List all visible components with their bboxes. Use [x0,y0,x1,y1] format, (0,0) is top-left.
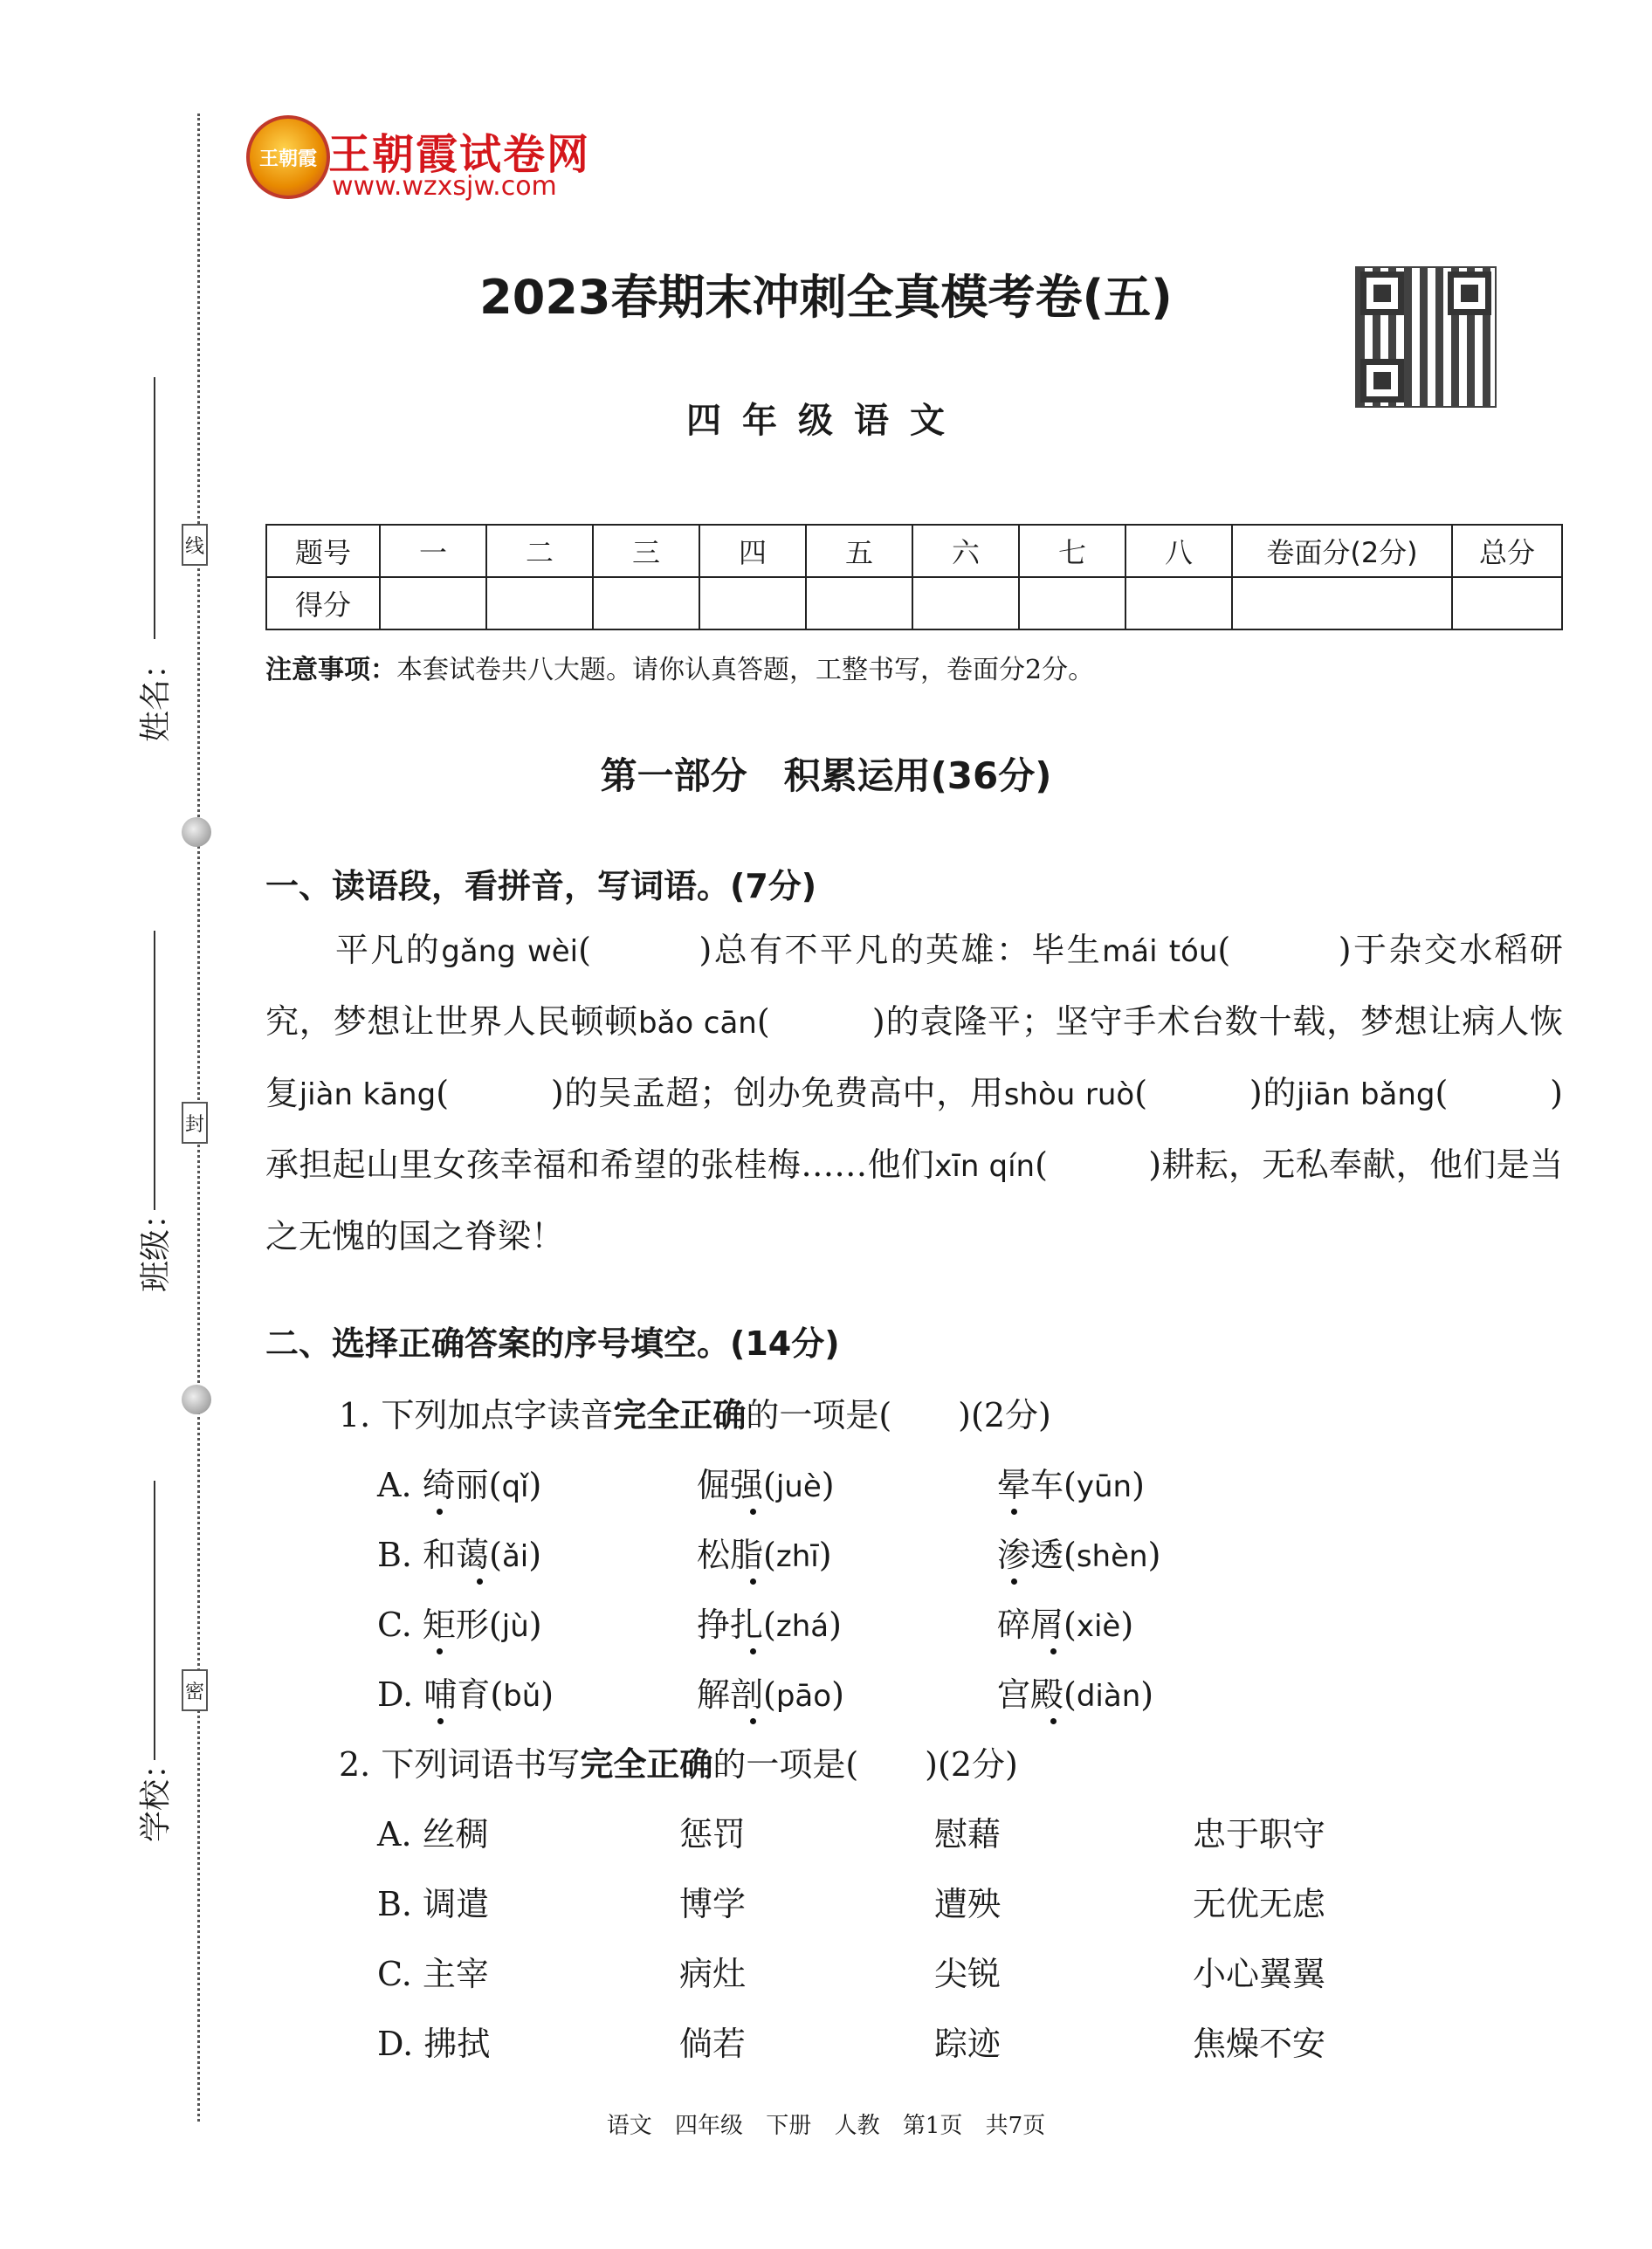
score-header-cell: 六 [912,525,1019,577]
option-text: 倔 [697,1466,731,1504]
pinyin: jiàn kāng [299,1077,437,1112]
option-item [697,1458,835,1506]
passage-text: ( )承担起山里女孩幸福和希望的张桂梅……他们 [265,1074,1564,1184]
passage-text: 平凡的 [335,931,442,969]
pinyin: xīn qín [934,1149,1036,1184]
pinyin: shòu ruò [1003,1077,1135,1112]
passage-text: ( )于杂交水稻研究，梦想让世界人民顿顿 [265,931,1564,1041]
option-text: ) [821,1466,835,1504]
option-row-d [377,1668,554,1716]
option-text: ) [1132,1466,1145,1504]
option-text: 和 [423,1536,457,1574]
passage-text: ( )的袁隆平；坚守手术台数十载，梦想让病人恢复 [265,1002,1563,1112]
question-1-heading: 一、读语段，看拼音，写词语。(7分) [265,867,817,905]
name-label: 姓名： [138,647,174,742]
option-word: 忠于职守 [1193,1815,1326,1854]
option-item [997,1528,1160,1576]
option-label: C. [377,1955,412,1993]
option-text: ) [831,1675,844,1714]
option-text: 丽( [455,1466,502,1504]
qr-finder [1360,359,1404,402]
passage-text: ( )的吴孟超；创办免费高中，用 [436,1074,1004,1112]
option-item [997,1598,1133,1646]
score-cell[interactable] [593,577,699,629]
option-label: B. [377,1885,413,1923]
pinyin: jiān bǎng [1297,1077,1435,1112]
option-label: A. [377,1815,412,1854]
option-row-a [377,1458,541,1506]
score-header-cell: 三 [593,525,699,577]
option-item [697,1528,832,1576]
sub-question-1 [339,1388,1051,1436]
option-word: 慰藉 [934,1815,1002,1854]
dotted-char: 屑( [1030,1598,1077,1646]
school-label: 学校： [138,1747,174,1842]
option-item [997,1668,1153,1716]
option-text: ) [1140,1675,1154,1714]
sub-question-text: 1. 下列加点字读音 [339,1396,614,1434]
option-item [697,1598,842,1646]
option-row-a [377,1807,489,1855]
question-1-passage [265,915,1563,1271]
logo-icon: 王朝霞 [246,115,330,199]
option-word: 惩罚 [679,1815,747,1854]
option-text: 形( [455,1606,502,1644]
score-cell[interactable] [806,577,912,629]
score-cell[interactable] [912,577,1019,629]
score-cell[interactable] [699,577,806,629]
option-item [997,1458,1145,1506]
passage-text: ( )的 [1134,1074,1298,1112]
site-name: 王朝霞试卷网 [328,130,591,179]
score-table-header-row [266,525,1562,577]
option-row-b [377,1877,489,1925]
pinyin: qǐ [501,1469,529,1504]
pinyin: xiè [1076,1609,1121,1644]
score-table-score-row [266,577,1562,629]
notice-text: 本套试卷共八大题。请你认真答题，工整书写，卷面分2分。 [396,655,1095,685]
school-blank[interactable] [154,1481,155,1760]
option-word: 焦燥不安 [1193,2025,1326,2063]
option-word: 博学 [679,1885,747,1923]
qr-finder [1360,272,1404,315]
score-cell[interactable] [486,577,593,629]
option-row-b [377,1528,541,1576]
question-2-heading: 二、选择正确答案的序号填空。(14分) [265,1324,840,1363]
score-header-cell: 二 [486,525,593,577]
option-text: ) [1120,1606,1134,1644]
dotted-char: 蔼( [456,1528,502,1576]
score-cell[interactable] [1125,577,1232,629]
class-blank[interactable] [154,931,155,1210]
score-header-cell: 题号 [266,525,380,577]
part-one-title: 第一部分 积累运用(36分) [600,754,1052,797]
option-text: 宫 [997,1675,1031,1714]
option-word: 病灶 [679,1955,747,1993]
staple-icon [182,1385,211,1414]
notice [265,648,1094,686]
dotted-char: 脂( [730,1528,776,1576]
score-header-cell: 四 [699,525,806,577]
score-header-cell: 八 [1125,525,1232,577]
page-footer: 语文 四年级 下册 人教 第1页 共7页 [606,2113,1046,2139]
exam-title: 2023春期末冲刺全真模考卷(五) [479,270,1173,325]
option-item [697,1668,844,1716]
dotted-char: 渗 [997,1528,1030,1576]
option-text: ) [528,1606,542,1644]
option-label: D. [377,2025,414,2063]
dotted-char: 剖( [730,1668,776,1716]
pinyin: bǔ [503,1679,541,1714]
pinyin: zhī [775,1539,819,1574]
sub-question-text: 的一项是( )(2分) [746,1396,1051,1434]
sub-question-text: 2. 下列词语书写 [339,1745,581,1784]
class-label: 班级： [138,1197,174,1292]
pinyin: mái tóu [1102,934,1218,969]
option-text: 车( [1030,1466,1077,1504]
option-word: 倘若 [679,2025,747,2063]
staple-icon [182,817,211,847]
option-word: 小心翼翼 [1193,1955,1326,1993]
option-row-c [377,1598,542,1646]
option-label: A. [377,1466,412,1504]
seal-mark-mid: 封 [182,1102,208,1144]
seal-mark-top: 线 [182,524,208,566]
qr-code-icon [1355,266,1497,408]
option-label: D. [377,1675,414,1714]
score-header-cell: 五 [806,525,912,577]
emphasis-text: 完全正确 [580,1745,713,1784]
option-text: ) [528,1466,542,1504]
option-text: ) [1147,1536,1161,1574]
pinyin: pāo [775,1679,832,1714]
option-word: 尖锐 [934,1955,1002,1993]
option-text: ) [829,1606,842,1644]
pinyin: shèn [1076,1539,1148,1574]
dotted-char: 绮 [423,1458,456,1506]
pinyin: jù [501,1609,529,1644]
score-header-cell: 卷面分(2分) [1232,525,1452,577]
dotted-char: 哺 [423,1668,457,1716]
option-text: ) [818,1536,832,1574]
option-text: 松 [697,1536,731,1574]
pinyin: zhá [775,1609,829,1644]
option-text: 解 [697,1675,731,1714]
option-label: C. [377,1606,412,1644]
score-cell[interactable] [1019,577,1125,629]
pinyin: bǎo cān [637,1006,757,1041]
option-word: 遭殃 [934,1885,1002,1923]
dotted-char: 晕 [997,1458,1030,1506]
option-row-c [377,1947,489,1995]
option-text: 透( [1030,1536,1077,1574]
emphasis-text: 完全正确 [613,1396,747,1434]
option-word: 无优无虑 [1193,1885,1326,1923]
passage-text: ( )总有不平凡的英雄：毕生 [578,931,1103,969]
score-header-cell: 总分 [1452,525,1562,577]
seal-mark-bottom: 密 [182,1669,208,1711]
pinyin: diàn [1076,1679,1141,1714]
qr-finder [1448,272,1491,315]
option-text: 碎 [997,1606,1031,1644]
pinyin: yūn [1076,1469,1132,1504]
option-word: 踪迹 [934,2025,1002,2063]
option-text: 挣 [697,1606,731,1644]
option-text: ) [540,1675,554,1714]
site-url: www.wzxsjw.com [332,171,557,202]
notice-label: 注意事项： [265,655,396,685]
pinyin: ǎi [501,1539,529,1574]
sub-question-2 [339,1737,1018,1785]
option-word: 主宰 [422,1955,489,1993]
option-word: 丝稠 [422,1815,489,1854]
score-header-cell: 七 [1019,525,1125,577]
sub-question-text: 的一项是( )(2分) [712,1745,1018,1784]
option-row-d [377,2017,490,2065]
option-label: B. [377,1536,413,1574]
pinyin: gǎng wèi [441,934,579,969]
dotted-char: 强( [730,1458,776,1506]
score-cell[interactable] [380,577,486,629]
exam-subtitle: 四年级语文 [686,401,966,441]
dotted-char: 殿( [1030,1668,1077,1716]
pinyin: juè [775,1469,822,1504]
score-cell[interactable] [1452,577,1562,629]
passage-text: ( )耕耘，无私奉献，他们是当之无愧的国之脊梁！ [265,1145,1563,1255]
option-text: ) [528,1536,542,1574]
dotted-char: 矩 [423,1598,456,1646]
option-word: 调遣 [423,1885,490,1923]
option-text: 育( [457,1675,504,1714]
score-row-label: 得分 [266,577,380,629]
score-header-cell: 一 [380,525,486,577]
score-cell[interactable] [1232,577,1452,629]
dotted-char: 扎( [730,1598,776,1646]
score-table [265,524,1563,630]
option-word: 拂拭 [423,2025,491,2063]
